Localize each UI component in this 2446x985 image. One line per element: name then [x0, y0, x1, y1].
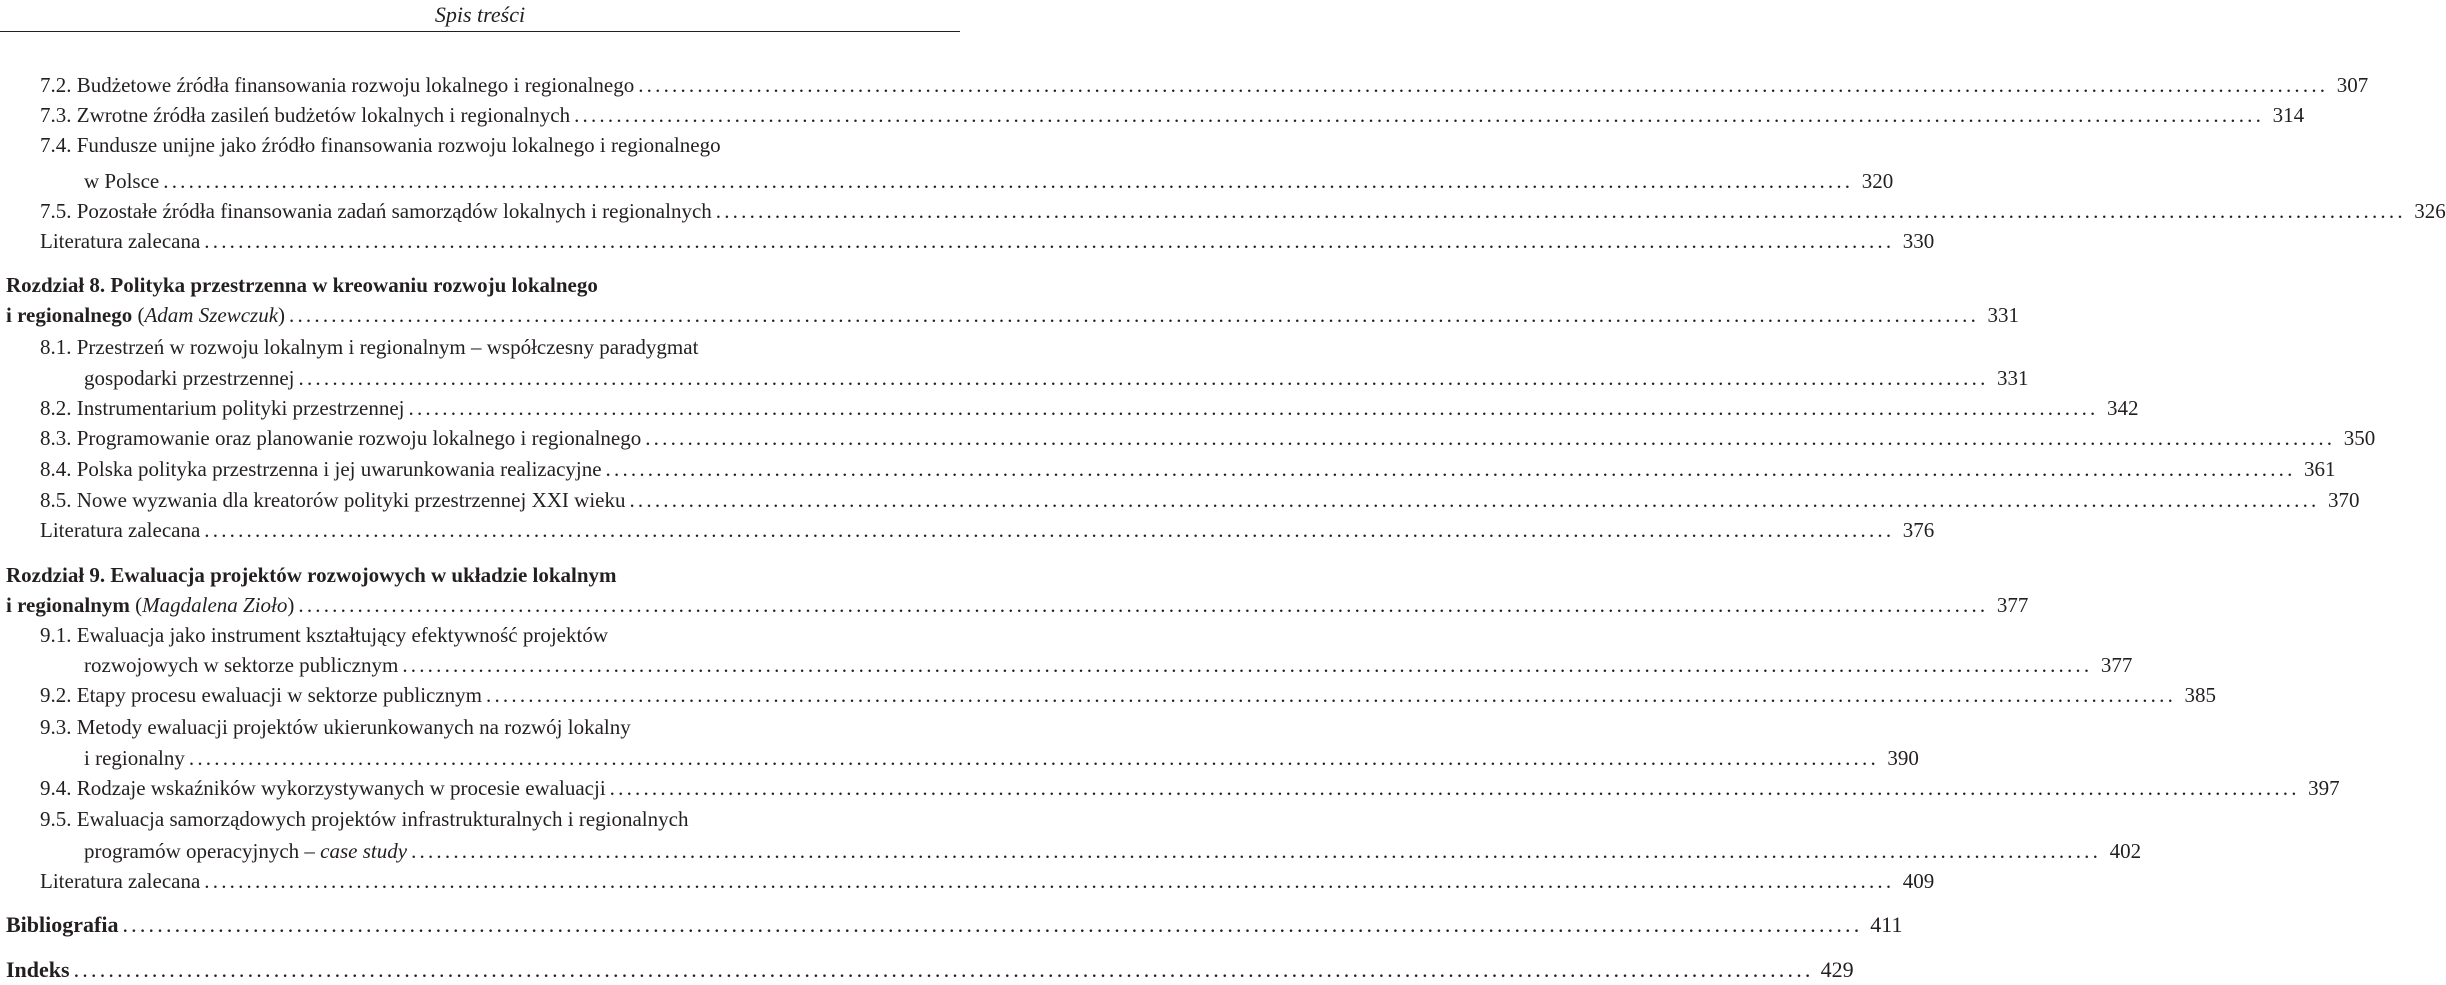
chapter-title: Rozdział 9. Ewaluacja projektów rozwojowych w układzie lokalnym — [6, 563, 617, 587]
toc-entry-page: 326 — [2414, 199, 2446, 223]
toc-entry-page: 409 — [1902, 869, 1935, 893]
chapter-entry[interactable] — [6, 300, 2020, 330]
section-title: Indeks — [6, 957, 70, 982]
toc-entry-title: 8.1. Przestrzeń w rozwoju lokalnym i regionalnym – współczesny paradygmat — [40, 335, 699, 359]
toc-entry-page: 385 — [2184, 683, 2217, 707]
leader-dots: ........................................................................................................................................................................................................ — [715, 199, 2406, 223]
toc-entry-title: 8.2. Instrumentarium polityki przestrzennej — [40, 396, 405, 420]
toc-entry-continued[interactable] — [40, 620, 950, 650]
leader-dots: ........................................................................................................................................................................................................ — [298, 366, 1989, 390]
toc-entry[interactable] — [40, 196, 2446, 226]
toc-entry-title: 9.5. Ewaluacja samorządowych projektów infrastrukturalnych i regionalnych — [40, 807, 689, 831]
leader-dots: ........................................................................................................................................................................................................ — [486, 683, 2177, 707]
toc-entry-page: 376 — [1902, 518, 1935, 542]
toc-entry-page: 377 — [2100, 653, 2133, 677]
toc-entry[interactable] — [40, 485, 2360, 515]
toc-entry-title — [84, 836, 407, 866]
toc-entry-title: 7.4. Fundusze unijne jako źródło finansowania rozwoju lokalnego i regionalnego — [40, 133, 721, 157]
toc-entry[interactable] — [40, 454, 2336, 484]
leader-dots: ........................................................................................................................................................................................................ — [298, 593, 1989, 617]
toc-entry[interactable] — [40, 423, 2376, 453]
chapter-title-text: i regionalnym — [6, 593, 130, 617]
toc-entry-page: 377 — [1996, 593, 2029, 617]
toc-entry-page: 330 — [1902, 229, 1935, 253]
chapter-title-text: i regionalnego — [6, 303, 133, 327]
toc-entry-title: w Polsce — [84, 169, 160, 193]
toc-entry-title-text: programów operacyjnych – — [84, 839, 321, 863]
toc-entry-title: 8.4. Polska polityka przestrzenna i jej uwarunkowania realizacyjne — [40, 457, 602, 481]
toc-entry[interactable] — [40, 773, 2340, 803]
toc-entry[interactable] — [40, 100, 2305, 130]
toc-entry-title: 9.2. Etapy procesu ewaluacji w sektorze publicznym — [40, 683, 483, 707]
toc-entry-continued[interactable] — [40, 804, 950, 834]
toc-entry[interactable] — [84, 363, 2029, 393]
toc-entry[interactable] — [40, 393, 2139, 423]
leader-dots: ........................................................................................................................................................................................................ — [73, 957, 1814, 982]
toc-entry[interactable] — [40, 680, 2217, 710]
leader-dots: ........................................................................................................................................................................................................ — [204, 869, 1895, 893]
chapter-title: i regionalnego (Adam Szewczuk) — [6, 303, 286, 327]
toc-entry-page: 314 — [2272, 103, 2305, 127]
toc-entry[interactable] — [40, 70, 2369, 100]
leader-dots: ........................................................................................................................................................................................................ — [605, 457, 2296, 481]
toc-entry-title: Literatura zalecana — [40, 229, 201, 253]
leader-dots: ........................................................................................................................................................................................................ — [402, 653, 2093, 677]
chapter-title: i regionalnym (Magdalena Zioło) — [6, 593, 295, 617]
toc-entry-title: i regionalny — [84, 746, 185, 770]
chapter-author: Magdalena Zioło — [142, 593, 288, 617]
toc-entry[interactable] — [84, 166, 1894, 196]
toc-entry[interactable] — [84, 650, 2133, 680]
leader-dots: ........................................................................................................................................................................................................ — [411, 839, 2102, 863]
leader-dots: ........................................................................................................................................................................................................ — [188, 746, 1879, 770]
toc-entry-page: 331 — [1997, 366, 2029, 390]
toc-section[interactable] — [6, 955, 1854, 985]
chapter-title: Rozdział 8. Polityka przestrzenna w kreowaniu rozwoju lokalnego — [6, 273, 598, 297]
chapter-heading[interactable] — [6, 270, 950, 300]
page-header-title: Spis treści — [434, 2, 526, 27]
chapter-heading[interactable] — [6, 560, 950, 590]
toc-entry[interactable] — [40, 515, 1935, 545]
toc-entry-page: 402 — [2109, 839, 2142, 863]
toc-entry-page: 307 — [2336, 73, 2369, 97]
toc-section[interactable] — [6, 910, 1903, 940]
toc-entry[interactable] — [84, 836, 2142, 866]
chapter-entry[interactable] — [6, 590, 2029, 620]
toc-entry-page: 331 — [1987, 303, 2020, 327]
toc-entry-title: 9.4. Rodzaje wskaźników wykorzystywanych w procesie ewaluacji — [40, 776, 606, 800]
toc-entry-page: 342 — [2107, 396, 2139, 420]
leader-dots: ........................................................................................................................................................................................................ — [163, 169, 1854, 193]
toc-entry-continued[interactable] — [40, 712, 950, 742]
toc-entry-title: Literatura zalecana — [40, 869, 201, 893]
toc-entry-page: 411 — [1870, 912, 1903, 937]
leader-dots: ........................................................................................................................................................................................................ — [609, 776, 2300, 800]
toc-entry-title: gospodarki przestrzennej — [84, 366, 295, 390]
toc-entry[interactable] — [40, 866, 1935, 896]
toc-entry-page: 320 — [1861, 169, 1894, 193]
toc-entry-title: rozwojowych w sektorze publicznym — [84, 653, 399, 677]
toc-entry-title: 7.3. Zwrotne źródła zasileń budżetów lokalnych i regionalnych — [40, 103, 571, 127]
leader-dots: ........................................................................................................................................................................................................ — [204, 229, 1895, 253]
toc-entry-title: Literatura zalecana — [40, 518, 201, 542]
toc-entry-continued[interactable] — [40, 332, 950, 362]
toc-entry-title: 8.5. Nowe wyzwania dla kreatorów polityki przestrzennej XXI wieku — [40, 488, 626, 512]
toc-entry-title: 7.5. Pozostałe źródła finansowania zadań samorządów lokalnych i regionalnych — [40, 199, 712, 223]
leader-dots: ........................................................................................................................................................................................................ — [289, 303, 1980, 327]
toc-entry[interactable] — [40, 226, 1935, 256]
toc-entry[interactable] — [84, 743, 1919, 773]
chapter-author: Adam Szewczuk — [144, 303, 279, 327]
toc-entry-title: 9.3. Metody ewaluacji projektów ukierunkowanych na rozwój lokalny — [40, 715, 631, 739]
toc-entry-page: 370 — [2327, 488, 2360, 512]
toc-entry-page: 429 — [1820, 957, 1854, 982]
section-title: Bibliografia — [6, 912, 119, 937]
leader-dots: ........................................................................................................................................................................................................ — [638, 73, 2329, 97]
toc-entry-continued[interactable] — [40, 130, 950, 160]
toc-entry-title: 9.1. Ewaluacja jako instrument kształtujący efektywność projektów — [40, 623, 608, 647]
toc-entry-page: 350 — [2343, 426, 2376, 450]
page-header — [0, 0, 960, 32]
toc-entry-page: 397 — [2308, 776, 2340, 800]
leader-dots: ........................................................................................................................................................................................................ — [122, 912, 1863, 937]
leader-dots: ........................................................................................................................................................................................................ — [408, 396, 2099, 420]
leader-dots: ........................................................................................................................................................................................................ — [204, 518, 1895, 542]
toc-entry-page: 390 — [1887, 746, 1919, 770]
leader-dots: ........................................................................................................................................................................................................ — [645, 426, 2336, 450]
toc-entry-title-italic: case study — [320, 839, 408, 863]
leader-dots: ........................................................................................................................................................................................................ — [629, 488, 2320, 512]
toc-entry-title: 7.2. Budżetowe źródła finansowania rozwoju lokalnego i regionalnego — [40, 73, 635, 97]
leader-dots: ........................................................................................................................................................................................................ — [574, 103, 2265, 127]
toc-entry-page: 361 — [2304, 457, 2336, 481]
toc-entry-title: 8.3. Programowanie oraz planowanie rozwoju lokalnego i regionalnego — [40, 426, 642, 450]
